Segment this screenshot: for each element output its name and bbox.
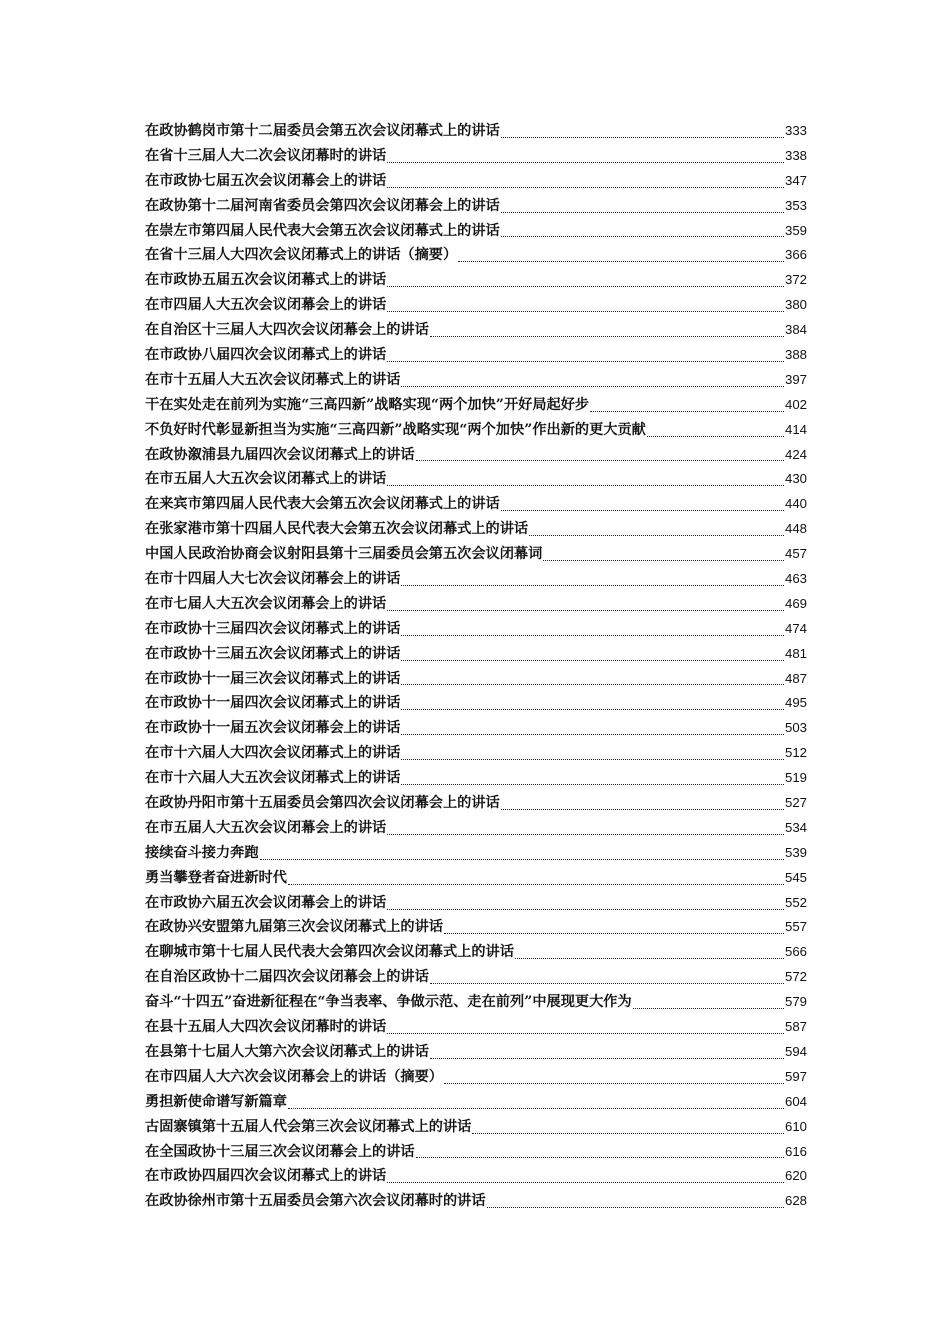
dot-leader xyxy=(501,808,784,810)
toc-entry[interactable] xyxy=(145,940,807,965)
toc-entry-page-number: 527 xyxy=(784,795,807,811)
dot-leader xyxy=(633,1007,784,1009)
toc-entry-page-number: 481 xyxy=(784,645,807,661)
toc-entry-title: 在张家港市第十四届人民代表大会第五次会议闭幕式上的讲话 xyxy=(145,521,529,538)
toc-entry[interactable] xyxy=(145,368,807,393)
toc-entry-page-number: 610 xyxy=(784,1118,807,1134)
dot-leader xyxy=(401,783,784,785)
dot-leader xyxy=(387,310,784,312)
toc-entry-title: 干在实处走在前列为实施“三高四新”战略实现“两个加快”开好局起好步 xyxy=(145,396,590,413)
dot-leader xyxy=(387,833,784,835)
toc-entry[interactable] xyxy=(145,169,807,194)
dot-leader xyxy=(401,683,784,685)
toc-entry[interactable] xyxy=(145,691,807,716)
toc-entry-page-number: 430 xyxy=(784,471,807,487)
toc-entry[interactable] xyxy=(145,567,807,592)
toc-entry-page-number: 604 xyxy=(784,1093,807,1109)
toc-entry-title: 不负好时代彰显新担当为实施“三高四新”战略实现“两个加快”作出新的更大贡献 xyxy=(145,421,646,438)
toc-entry-title: 在市十五届人大五次会议闭幕式上的讲话 xyxy=(145,371,401,388)
dot-leader xyxy=(387,1032,784,1034)
toc-entry[interactable] xyxy=(145,318,807,343)
toc-entry-title: 在政协兴安盟第九届第三次会议闭幕式上的讲话 xyxy=(145,919,443,936)
toc-entry-page-number: 353 xyxy=(784,197,807,213)
toc-entry-title: 在市四届人大五次会议闭幕会上的讲话 xyxy=(145,297,387,314)
dot-leader xyxy=(515,957,784,959)
toc-entry-title: 在政协溆浦县九届四次会议闭幕式上的讲话 xyxy=(145,446,415,463)
toc-entry[interactable] xyxy=(145,965,807,990)
toc-entry-page-number: 338 xyxy=(784,147,807,163)
toc-entry-page-number: 474 xyxy=(784,620,807,636)
dot-leader xyxy=(260,858,784,860)
toc-entry[interactable] xyxy=(145,1065,807,1090)
toc-entry-title: 在聊城市第十七届人民代表大会第四次会议闭幕式上的讲话 xyxy=(145,944,514,961)
toc-entry-title: 在市政协十三届四次会议闭幕式上的讲话 xyxy=(145,620,401,637)
toc-entry-page-number: 380 xyxy=(784,297,807,313)
toc-entry[interactable] xyxy=(145,293,807,318)
dot-leader xyxy=(590,410,784,412)
dot-leader xyxy=(387,908,784,910)
toc-entry-title: 勇当攀登者奋进新时代 xyxy=(145,869,287,886)
toc-entry-title: 奋斗“十四五”奋进新征程在“争当表率、争做示范、走在前列”中展现更大作为 xyxy=(145,994,632,1011)
toc-entry[interactable] xyxy=(145,393,807,418)
toc-entry-title: 在市政协十一届五次会议闭幕会上的讲话 xyxy=(145,720,401,737)
toc-entry-page-number: 503 xyxy=(784,720,807,736)
toc-entry[interactable] xyxy=(145,443,807,468)
toc-entry-title: 在全国政协十三届三次会议闭幕会上的讲话 xyxy=(145,1143,415,1160)
toc-entry[interactable] xyxy=(145,766,807,791)
toc-entry[interactable] xyxy=(145,1189,807,1214)
toc-entry-page-number: 347 xyxy=(784,172,807,188)
dot-leader xyxy=(401,385,784,387)
toc-entry-title: 在自治区政协十二届四次会议闭幕会上的讲话 xyxy=(145,969,429,986)
dot-leader xyxy=(647,435,784,437)
toc-entry[interactable] xyxy=(145,816,807,841)
toc-entry-title: 在省十三届人大二次会议闭幕时的讲话 xyxy=(145,147,387,164)
toc-entry-title: 在市政协四届四次会议闭幕式上的讲话 xyxy=(145,1168,387,1185)
dot-leader xyxy=(387,186,784,188)
toc-entry-page-number: 545 xyxy=(784,869,807,885)
toc-entry-page-number: 495 xyxy=(784,695,807,711)
toc-entry-page-number: 487 xyxy=(784,670,807,686)
toc-entry[interactable] xyxy=(145,1090,807,1115)
table-of-contents xyxy=(145,119,807,1214)
toc-entry-page-number: 424 xyxy=(784,446,807,462)
toc-entry-title: 在市政协六届五次会议闭幕会上的讲话 xyxy=(145,894,387,911)
toc-entry-title: 在市五届人大五次会议闭幕会上的讲话 xyxy=(145,819,387,836)
dot-leader xyxy=(401,758,784,760)
toc-entry[interactable] xyxy=(145,492,807,517)
dot-leader xyxy=(543,559,784,561)
toc-entry[interactable] xyxy=(145,1015,807,1040)
toc-entry-page-number: 333 xyxy=(784,122,807,138)
toc-entry[interactable] xyxy=(145,243,807,268)
toc-entry[interactable] xyxy=(145,741,807,766)
toc-entry-page-number: 448 xyxy=(784,521,807,537)
toc-entry-title: 中国人民政治协商会议射阳县第十三届委员会第五次会议闭幕词 xyxy=(145,546,543,563)
dot-leader xyxy=(387,609,784,611)
toc-entry-page-number: 620 xyxy=(784,1168,807,1184)
toc-entry-title: 在市四届人大六次会议闭幕会上的讲话（摘要） xyxy=(145,1068,443,1085)
toc-entry-title: 古固寨镇第十五届人代会第三次会议闭幕式上的讲话 xyxy=(145,1118,472,1135)
toc-entry[interactable] xyxy=(145,916,807,941)
toc-entry-title: 在自治区十三届人大四次会议闭幕会上的讲话 xyxy=(145,322,429,339)
toc-entry[interactable] xyxy=(145,194,807,219)
toc-entry-page-number: 388 xyxy=(784,347,807,362)
toc-entry[interactable] xyxy=(145,990,807,1015)
toc-entry-page-number: 440 xyxy=(784,496,807,512)
dot-leader xyxy=(444,1082,784,1084)
dot-leader xyxy=(416,459,784,461)
toc-entry[interactable] xyxy=(145,1140,807,1165)
toc-entry[interactable] xyxy=(145,592,807,617)
dot-leader xyxy=(288,1107,784,1109)
toc-entry-page-number: 616 xyxy=(784,1143,807,1159)
toc-entry-page-number: 594 xyxy=(784,1043,807,1059)
toc-entry-page-number: 552 xyxy=(784,894,807,910)
toc-entry[interactable] xyxy=(145,891,807,916)
dot-leader xyxy=(401,584,784,586)
toc-entry-title: 在市政协五届五次会议闭幕式上的讲话 xyxy=(145,272,387,289)
dot-leader xyxy=(387,360,784,362)
toc-entry-title: 在政协鹤岗市第十二届委员会第五次会议闭幕式上的讲话 xyxy=(145,122,500,139)
toc-entry-title: 在市七届人大五次会议闭幕会上的讲话 xyxy=(145,595,387,612)
toc-entry-page-number: 587 xyxy=(784,1019,807,1035)
toc-entry-page-number: 579 xyxy=(784,994,807,1010)
toc-entry-page-number: 414 xyxy=(784,421,807,437)
toc-entry-title: 在市十四届人大七次会议闭幕会上的讲话 xyxy=(145,571,401,588)
dot-leader xyxy=(501,235,784,237)
dot-leader xyxy=(444,932,784,934)
dot-leader xyxy=(472,1132,784,1134)
toc-entry-title: 在市十六届人大四次会议闭幕式上的讲话 xyxy=(145,745,401,762)
toc-entry[interactable] xyxy=(145,667,807,692)
toc-entry-page-number: 372 xyxy=(784,272,807,288)
toc-entry[interactable] xyxy=(145,144,807,169)
dot-leader xyxy=(387,161,784,163)
toc-entry-title: 在市政协十一届四次会议闭幕式上的讲话 xyxy=(145,695,401,712)
toc-entry-page-number: 469 xyxy=(784,595,807,611)
dot-leader xyxy=(416,1156,784,1158)
toc-entry-title: 在市五届人大五次会议闭幕式上的讲话 xyxy=(145,471,387,488)
toc-entry[interactable] xyxy=(145,418,807,443)
dot-leader xyxy=(430,982,784,984)
toc-entry[interactable] xyxy=(145,642,807,667)
toc-entry-title: 在政协徐州市第十五届委员会第六次会议闭幕时的讲话 xyxy=(145,1193,486,1210)
toc-entry-title: 在政协第十二届河南省委员会第四次会议闭幕会上的讲话 xyxy=(145,197,500,214)
dot-leader xyxy=(401,733,784,735)
dot-leader xyxy=(430,335,784,337)
dot-leader xyxy=(387,484,784,486)
toc-entry-page-number: 463 xyxy=(784,571,807,587)
toc-entry-page-number: 572 xyxy=(784,969,807,985)
dot-leader xyxy=(501,509,784,511)
dot-leader xyxy=(487,1206,784,1208)
dot-leader xyxy=(401,708,784,710)
dot-leader xyxy=(501,211,784,213)
toc-entry[interactable] xyxy=(145,467,807,492)
dot-leader xyxy=(501,136,784,138)
toc-entry-title: 在市政协七届五次会议闭幕会上的讲话 xyxy=(145,172,387,189)
toc-entry-page-number: 519 xyxy=(784,770,807,786)
toc-entry-page-number: 539 xyxy=(784,844,807,860)
toc-entry-title: 在崇左市第四届人民代表大会第五次会议闭幕式上的讲话 xyxy=(145,222,500,239)
toc-entry[interactable] xyxy=(145,119,807,144)
toc-entry-page-number: 402 xyxy=(784,396,807,412)
toc-entry[interactable] xyxy=(145,268,807,293)
toc-entry[interactable] xyxy=(145,343,807,368)
toc-entry-page-number: 397 xyxy=(784,371,807,387)
dot-leader xyxy=(387,285,784,287)
toc-entry-page-number: 534 xyxy=(784,819,807,835)
toc-entry[interactable] xyxy=(145,1164,807,1189)
toc-entry-page-number: 512 xyxy=(784,745,807,761)
toc-entry-page-number: 557 xyxy=(784,919,807,935)
toc-entry[interactable] xyxy=(145,716,807,741)
toc-entry[interactable] xyxy=(145,617,807,642)
toc-entry-page-number: 384 xyxy=(784,322,807,338)
toc-entry-page-number: 597 xyxy=(784,1068,807,1084)
toc-entry[interactable] xyxy=(145,517,807,542)
toc-entry-title: 勇担新使命谱写新篇章 xyxy=(145,1093,287,1110)
toc-entry-title: 在县十五届人大四次会议闭幕时的讲话 xyxy=(145,1019,387,1036)
dot-leader xyxy=(458,260,784,262)
dot-leader xyxy=(387,1181,784,1183)
toc-entry-page-number: 359 xyxy=(784,222,807,238)
toc-entry[interactable] xyxy=(145,841,807,866)
toc-entry[interactable] xyxy=(145,542,807,567)
dot-leader xyxy=(401,634,784,636)
toc-entry-title: 在县第十七届人大第六次会议闭幕式上的讲话 xyxy=(145,1043,429,1060)
toc-entry-title: 接续奋斗接力奔跑 xyxy=(145,844,259,861)
toc-entry[interactable] xyxy=(145,1115,807,1140)
dot-leader xyxy=(529,534,784,536)
toc-entry-title: 在市十六届人大五次会议闭幕式上的讲话 xyxy=(145,770,401,787)
toc-entry[interactable] xyxy=(145,1040,807,1065)
toc-entry[interactable] xyxy=(145,791,807,816)
toc-entry-title: 在省十三届人大四次会议闭幕式上的讲话（摘要） xyxy=(145,247,458,264)
toc-entry[interactable] xyxy=(145,219,807,244)
toc-entry-title: 在市政协八届四次会议闭幕式上的讲话 xyxy=(145,347,387,363)
toc-entry-page-number: 566 xyxy=(784,944,807,960)
toc-entry-page-number: 628 xyxy=(784,1193,807,1209)
toc-entry-title: 在来宾市第四届人民代表大会第五次会议闭幕式上的讲话 xyxy=(145,496,500,513)
dot-leader xyxy=(288,883,784,885)
dot-leader xyxy=(430,1057,784,1059)
toc-entry-title: 在市政协十三届五次会议闭幕式上的讲话 xyxy=(145,645,401,662)
toc-entry-page-number: 457 xyxy=(784,546,807,562)
dot-leader xyxy=(401,659,784,661)
toc-entry[interactable] xyxy=(145,866,807,891)
toc-entry-title: 在政协丹阳市第十五届委员会第四次会议闭幕会上的讲话 xyxy=(145,795,500,812)
toc-entry-title: 在市政协十一届三次会议闭幕式上的讲话 xyxy=(145,670,401,687)
toc-entry-page-number: 366 xyxy=(784,247,807,263)
